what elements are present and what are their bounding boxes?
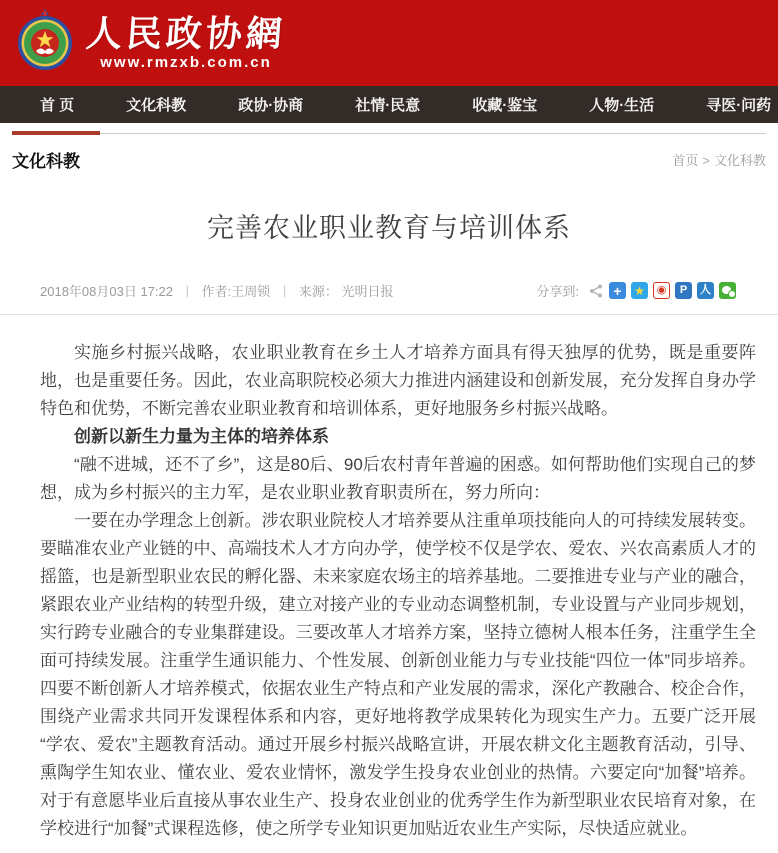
cppcc-emblem-icon	[16, 9, 74, 78]
share-label: 分享到:	[536, 284, 579, 299]
share-nodes-icon[interactable]	[587, 282, 604, 299]
main-nav	[0, 86, 778, 123]
nav-item-cppcc-consultation[interactable]: 政协·协商	[238, 97, 304, 114]
nav-item-social-opinion[interactable]: 社情·民意	[355, 97, 421, 114]
site-url: www.rmzxb.com.cn	[100, 54, 272, 72]
breadcrumb-separator: >	[702, 153, 710, 168]
rule-gray-line	[12, 133, 766, 134]
section-rule	[12, 131, 766, 135]
more-share-icon[interactable]: +	[609, 282, 626, 299]
section-head	[0, 131, 778, 172]
nav-item-culture-science[interactable]: 文化科教	[126, 97, 187, 114]
article-meta	[40, 281, 394, 300]
article-paragraph: 实施乡村振兴战略，农业职业教育在乡土人才培养方面具有得天独厚的优势，既是重要阵地，也是重要任务。因此，农业高职院校必须大力推进内涵建设和创新发展，充分发挥自身办学特色和优势，不断完善农业职业教育和培训体系，更好地服务乡村振兴战略。	[40, 343, 756, 418]
renren-icon[interactable]: 人	[697, 282, 714, 299]
article	[0, 206, 778, 853]
article-author-label: 作者:	[201, 284, 232, 299]
site-logo[interactable]	[16, 9, 286, 78]
share-box	[536, 281, 736, 300]
article-paragraph: 一要在办学理念上创新。涉农职业院校人才培养要从注重单项技能向人的可持续发展转变。要瞄准农业产业链的中、高端技术人才方向办学，使学校不仅是学农、爱农、兴农高素质人才的摇篮，也是新型职业农民的孵化器、未来家庭农场主的培养基地。二要推进专业与产业的融合，紧跟农业产业结构的转型升级，建立对接产业的专业动态调整机制，专业设置与产业同步规划，实行跨专业融合的专业集群建设。三要改革人才培养方案，坚持立德树人根本任务，注重学生全面可持续发展。注重学生通识能力、个性发展、创新创业能力与专业技能“四位一体”同步培养。四要不断创新人才培养模式，依据农业生产特点和产业发展的需求，深化产教融合、校企合作，围绕产业需求共同开发课程体系和内容，更好地将教学成果转化为现实生产力。五要广泛开展“学农、爱农”主题教育活动。通过开展乡村振兴战略宣讲，开展农耕文化主题教育活动，引导、熏陶学生知农业、懂农业、爱农业情怀，激发学生投身农业创业的热情。六要定向“加餐”培养。对于有意愿毕业后直接从事农业生产、投身农业创业的优秀学生作为新型职业农民培育对象，在学校进行“加餐”式课程选修，使之所学专业知识更加贴近农业生产实际，尽快适应就业。	[40, 511, 756, 838]
article-subheading: 创新以新生力量为主体的培养体系	[74, 427, 329, 446]
breadcrumb-home-link[interactable]: 首页	[672, 153, 699, 168]
article-source-label: 来源：	[298, 284, 338, 299]
section-title: 文化科教	[12, 152, 80, 171]
nav-item-medical[interactable]: 寻医·问药	[706, 97, 772, 114]
brand-text	[84, 12, 288, 72]
nav-item-home[interactable]: 首 页	[40, 97, 75, 114]
weibo-icon[interactable]: ◉	[653, 282, 670, 299]
article-body	[0, 315, 778, 853]
meta-separator: |	[185, 283, 189, 298]
rule-red-segment	[12, 131, 100, 135]
meta-separator: |	[282, 283, 287, 298]
article-source: 光明日报	[341, 284, 394, 299]
wechat-icon[interactable]	[719, 282, 736, 299]
breadcrumb	[672, 150, 766, 169]
article-datetime: 2018年08月03日 17:22	[40, 284, 173, 299]
pengyou-icon[interactable]: P	[675, 282, 692, 299]
article-paragraph: “融不进城，还不了乡”，这是80后、90后农村青年普遍的困惑。如何帮助他们实现自己的梦想，成为乡村振兴的主力军，是农业职业教育职责所在，努力所向：	[40, 455, 756, 502]
article-meta-row	[0, 281, 778, 315]
breadcrumb-current-link[interactable]: 文化科教	[713, 153, 766, 168]
article-title: 完善农业职业教育与培训体系	[207, 213, 571, 243]
qzone-icon[interactable]: ★	[631, 282, 648, 299]
nav-item-people-life[interactable]: 人物·生活	[589, 97, 655, 114]
article-author: 王周锁	[231, 284, 271, 299]
site-name: 人民政协網	[84, 12, 288, 54]
site-header	[0, 0, 778, 86]
nav-item-collection-appraisal[interactable]: 收藏·鉴宝	[472, 97, 538, 114]
